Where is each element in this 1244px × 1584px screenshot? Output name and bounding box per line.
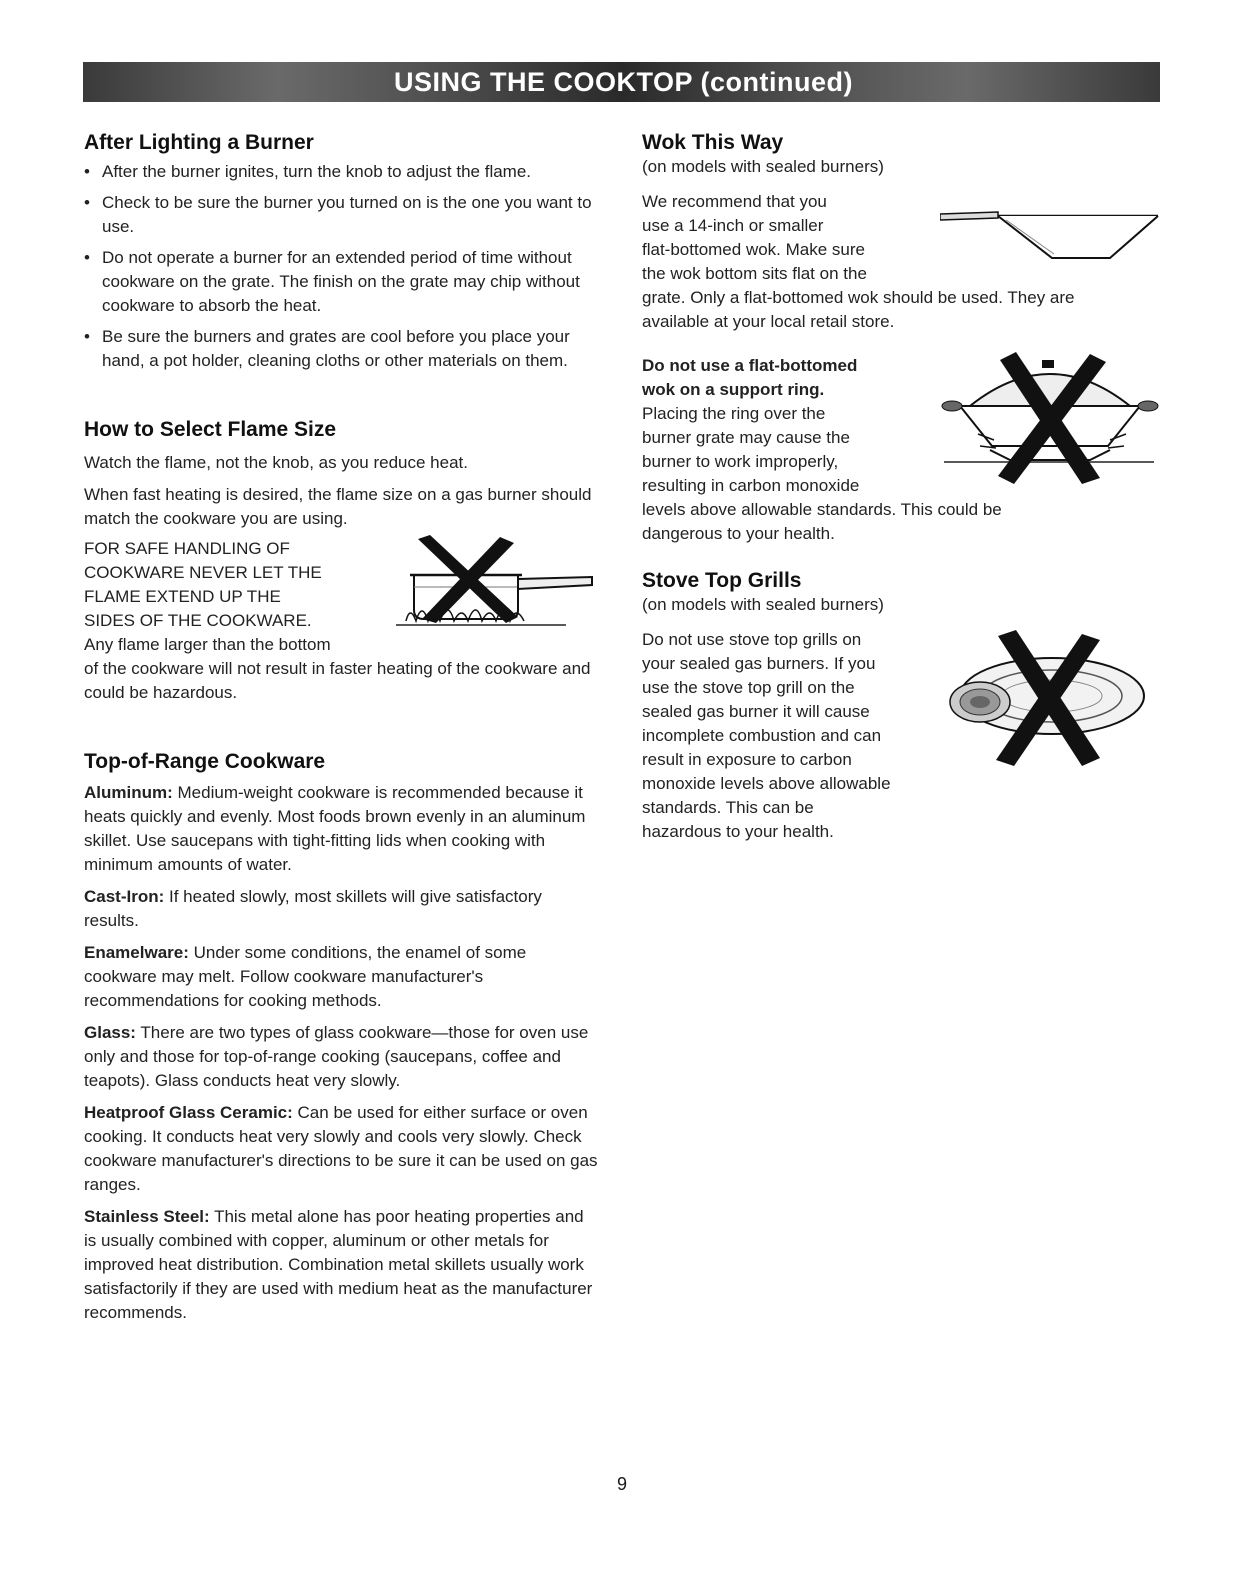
after-lighting-heading: After Lighting a Burner	[84, 131, 314, 154]
cookware-item-aluminum: Aluminum: Medium-weight cookware is recommended because it heats quickly and evenly. Most foods brown evenly in an aluminum skillet. Use saucepans with tight-fitting lids when cooking with minimum amounts of water.	[84, 783, 586, 874]
cookware-item-cast-iron: Cast-Iron: If heated slowly, most skillets will give satisfactory results.	[84, 887, 542, 930]
flat-wok-icon	[940, 206, 1160, 266]
wok-subheading: (on models with sealed burners)	[642, 157, 884, 176]
grills-line: your sealed gas burners. If you	[642, 654, 876, 673]
grills-line: monoxide levels above allowable	[642, 774, 891, 793]
cookware-item-stainless: Stainless Steel: This metal alone has poor heating properties and is usually combined with copper, aluminum or other metals for improved heat distribution. Combination metal skillets usually work satisfactorily if they are used with medium heat as the manufacturer recommends.	[84, 1207, 593, 1322]
grills-line: use the stove top grill on the	[642, 678, 855, 697]
stove-top-grill-warning-icon	[942, 630, 1152, 770]
bullet-icon: •	[84, 193, 90, 212]
list-item: • Do not operate a burner for an extended period of time without cookware on the grate. The finish on the grate may chip without cookware to absorb the heat.	[84, 248, 580, 315]
flame-size-heading: How to Select Flame Size	[84, 418, 337, 441]
section-banner	[83, 62, 1160, 102]
wok-warning-block	[642, 354, 1162, 546]
page-number: 9	[616, 1474, 627, 1494]
cookware-item-glass: Glass: There are two types of glass cookware—those for oven use only and those for top-of-range cooking (saucepans, coffee and teapots). Glass conducts heat very slowly.	[84, 1023, 589, 1090]
grills-line: incomplete combustion and can	[642, 726, 882, 745]
wok-warning-line: resulting in carbon monoxide	[642, 476, 860, 495]
flame-para3-line: Any flame larger than the bottom	[84, 635, 331, 654]
list-item: • Check to be sure the burner you turned on is the one you want to use.	[84, 193, 592, 236]
flame-warning-block	[84, 537, 599, 705]
wok-heading: Wok This Way	[642, 131, 784, 154]
grills-line: Do not use stove top grills on	[642, 630, 862, 649]
wok-warning-line: Placing the ring over the	[642, 404, 826, 423]
grills-line: standards. This can be	[642, 798, 814, 817]
banner-title: USING THE COOKTOP (continued)	[393, 66, 853, 97]
cookware-item-glass-ceramic: Heatproof Glass Ceramic: Can be used for either surface or oven cooking. It conducts heat very slowly and cools very slowly. Check cookware manufacturer's directions to be sure it can be used on gas ranges.	[84, 1103, 598, 1194]
list-item: • After the burner ignites, turn the knob to adjust the flame.	[84, 160, 599, 184]
flame-size-para1: Watch the flame, not the knob, as you reduce heat.	[84, 453, 468, 472]
flame-caps-line: COOKWARE NEVER LET THE	[84, 563, 322, 582]
saucepan-flame-warning-icon	[396, 535, 596, 630]
after-lighting-list	[84, 160, 599, 373]
wok-line: flat-bottomed wok. Make sure	[642, 240, 865, 259]
grills-subheading: (on models with sealed burners)	[642, 595, 884, 614]
flame-caps-line: FOR SAFE HANDLING OF	[84, 539, 290, 558]
wok-line: We recommend that you	[642, 192, 827, 211]
grills-text-block	[642, 628, 1162, 844]
flame-size-para2: When fast heating is desired, the flame size on a gas burner should match the cookware you are using.	[84, 485, 592, 528]
cookware-item-enamelware: Enamelware: Under some conditions, the enamel of some cookware may melt. Follow cookware manufacturer's recommendations for cooking methods.	[84, 943, 527, 1010]
grills-line: hazardous to your health.	[642, 822, 834, 841]
bullet-icon: •	[84, 248, 90, 267]
grills-line: sealed gas burner it will cause	[642, 702, 870, 721]
wok-warning-bold: wok on a support ring.	[642, 380, 825, 399]
cookware-heading: Top-of-Range Cookware	[84, 750, 326, 773]
grills-heading: Stove Top Grills	[642, 569, 802, 592]
list-item: • Be sure the burners and grates are cool before you place your hand, a pot holder, cleaning cloths or other materials on them.	[84, 327, 570, 370]
wok-warning-line: burner to work improperly,	[642, 452, 839, 471]
bullet-icon: •	[84, 162, 90, 181]
right-column	[642, 130, 1162, 844]
flame-para3-rest: of the cookware will not result in faster heating of the cookware and could be hazardous.	[84, 659, 591, 702]
wok-para-rest: grate. Only a flat-bottomed wok should be used. They are available at your local retail store.	[642, 288, 1075, 331]
flame-caps-line: FLAME EXTEND UP THE	[84, 587, 281, 606]
wok-line: use a 14-inch or smaller	[642, 216, 824, 235]
wok-line: the wok bottom sits flat on the	[642, 264, 867, 283]
wok-support-ring-warning-icon	[930, 350, 1160, 490]
flame-caps-line: SIDES OF THE COOKWARE.	[84, 611, 312, 630]
wok-warning-line: burner grate may cause the	[642, 428, 850, 447]
wok-warning-rest: levels above allowable standards. This could be dangerous to your health.	[642, 500, 1002, 543]
wok-text-block	[642, 190, 1162, 334]
left-column	[84, 130, 599, 1325]
bullet-icon: •	[84, 327, 90, 346]
grills-line: result in exposure to carbon	[642, 750, 852, 769]
wok-warning-bold: Do not use a flat-bottomed	[642, 356, 858, 375]
